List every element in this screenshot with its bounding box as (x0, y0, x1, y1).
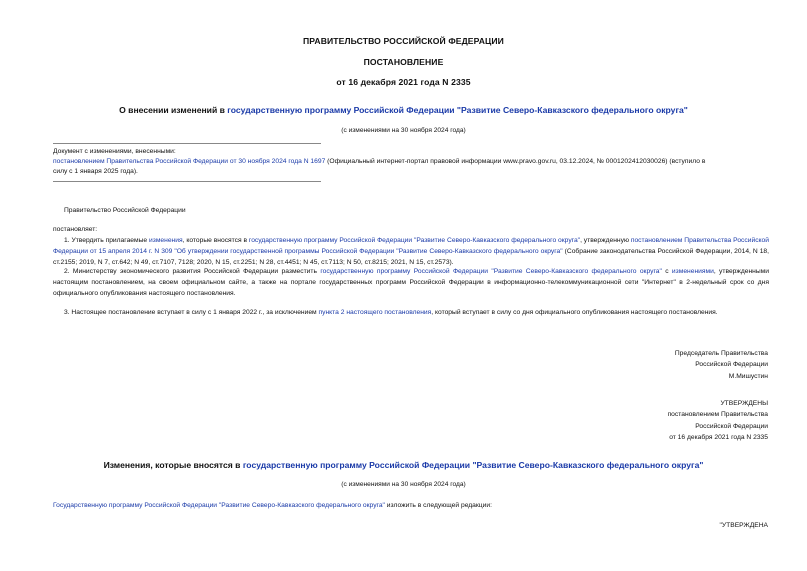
changes-title (0, 460, 807, 470)
approval-by: постановлением Правительства (667, 411, 768, 419)
signature-title: Председатель Правительства (674, 350, 768, 357)
paragraph-2 (53, 266, 769, 299)
divider-bottom (53, 181, 321, 182)
amendment-decree-link[interactable]: постановлением Правительства Российской Федерации от 30 ноября 2024 года N 1697 (53, 158, 326, 165)
paragraph-3 (53, 307, 769, 318)
p2-text-b: с (661, 268, 672, 275)
program-link-p1[interactable]: государственную программу Российской Федерации "Развитие Северо-Кавказского федерального округа" (248, 237, 581, 244)
decrees-word: постановляет: (53, 226, 98, 233)
program-link-p2[interactable]: государственную программу Российской Федерации "Развитие Северо-Кавказского федерального округа" (320, 268, 662, 275)
approval-block (500, 398, 768, 444)
decree-309-link[interactable]: постановлением Правительства Российской Федерации от 15 апреля 2014 г. N 309 "Об утверждении государственной программы Российской Федерации "Развитие Северо-Кавказского федерального округа" (53, 237, 769, 255)
changes-link[interactable]: изменения (149, 237, 183, 244)
document-title (0, 105, 807, 115)
approval-date: от 16 декабря 2021 года N 2335 (669, 434, 768, 442)
divider-top (53, 143, 321, 144)
changes-link-p2[interactable]: изменениями (671, 268, 714, 275)
government-name: Правительство Российской Федерации (64, 207, 186, 214)
p1-text-b: , которые вносятся в (182, 237, 249, 244)
p3-text-b: , который вступает в силу со дня официального опубликования настоящего постановления. (431, 309, 718, 316)
signature-country: Российской Федерации (695, 361, 768, 369)
p1-text-d: (Собрание законодательства Российской Федерации, 2014, N 18, ст.2155; 2019, N 7, ст.642; N 49, ст.7107, 7128; 2020, N 15, ст.2251; N 28, ст.4451; N 45, ст.7113; N 50, ст.8215; 2021, N 15, ст.2573). (53, 248, 769, 266)
point-2-link[interactable]: пункта 2 настоящего постановления (318, 309, 432, 316)
p2-text-c: , утвержденными настоящим постановлением, на своем официальном сайте, а также на портале государственных программ Российской Федерации в информационно-телекоммуникационной сети "Интернет" в 2-недельный срок со дня официального опубликования настоящего постановления. (53, 268, 770, 297)
p1-text-c: , утвержденную (580, 237, 631, 244)
p2-text-a: 2. Министерству экономического развития Российской Федерации разместить (64, 268, 321, 275)
amendments-effective: силу с 1 января 2025 года). (53, 168, 138, 175)
government-heading: ПРАВИТЕЛЬСТВО РОССИЙСКОЙ ФЕДЕРАЦИИ (303, 36, 504, 46)
document-type: ПОСТАНОВЛЕНИЕ (363, 57, 444, 67)
approved-heading: "УТВЕРЖДЕНА (719, 522, 768, 529)
document-title-prefix: О внесении изменений в (119, 105, 228, 115)
program-link-intro[interactable]: Государственную программу Российской Федерации "Развитие Северо-Кавказского федерального округа" (53, 502, 385, 509)
program-link[interactable]: государственную программу Российской Федерации "Развитие Северо-Кавказского федерального округа" (227, 105, 688, 115)
signature-block (500, 348, 768, 382)
changes-title-prefix: Изменения, которые вносятся в (103, 460, 243, 470)
changes-revision-note: (с изменениями на 30 ноября 2024 года) (341, 481, 466, 488)
p3-text-a: 3. Настоящее постановление вступает в силу с 1 января 2022 г., за исключением (64, 309, 319, 316)
amendment-source: (Официальный интернет-портал правовой информации www.pravo.gov.ru, 03.12.2024, № 0001202412030026) (вступило в (325, 158, 706, 165)
document-date-number: от 16 декабря 2021 года N 2335 (336, 77, 471, 87)
p1-text-a: 1. Утвердить прилагаемые (64, 237, 150, 244)
approval-label: УТВЕРЖДЕНЫ (720, 400, 768, 407)
signature-name: М.Мишустин (728, 372, 768, 380)
changes-intro-rest: изложить в следующей редакции: (384, 502, 492, 509)
approval-country: Российской Федерации (695, 422, 768, 430)
revision-note: (с изменениями на 30 ноября 2024 года) (341, 127, 466, 134)
program-link-changes[interactable]: государственную программу Российской Федерации "Развитие Северо-Кавказского федерального округа" (242, 460, 704, 470)
amendments-intro: Документ с изменениями, внесенными: (53, 148, 176, 155)
changes-intro (53, 500, 769, 511)
paragraph-1 (53, 235, 769, 268)
